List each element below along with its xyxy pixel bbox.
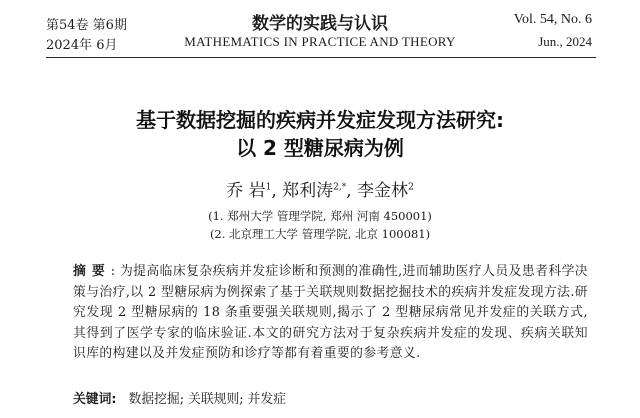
keywords xyxy=(73,388,286,407)
author-separator: , xyxy=(271,181,283,201)
date-cn: 2024年 6月 xyxy=(46,38,118,53)
volume-issue-cn: 第54卷 第6期 xyxy=(46,18,127,33)
journal-title-cn: 数学的实践与认识 xyxy=(252,14,388,34)
author-affiliation-mark: 2 xyxy=(408,182,414,193)
author-name: 郑利涛 xyxy=(282,181,334,201)
author-affiliation-mark: 1 xyxy=(265,182,272,193)
journal-header xyxy=(0,0,640,56)
abstract-separator: : xyxy=(110,264,120,279)
author-name: 李金林 xyxy=(357,181,409,201)
abstract-label: 摘要 xyxy=(73,264,111,279)
keywords-label: 关键词: xyxy=(73,392,117,407)
header-rule xyxy=(46,57,596,58)
volume-issue-en: Vol. 54, No. 6 xyxy=(513,12,592,27)
author-name: 乔 岩 xyxy=(226,181,266,201)
author-separator: , xyxy=(346,181,358,201)
affiliation-2: (2. 北京理工大学 管理学院, 北京 100081) xyxy=(209,227,431,241)
author-list xyxy=(0,176,640,201)
paper-title-line-2: 以 2 型糖尿病为例 xyxy=(236,136,404,160)
abstract-text: 为提高临床复杂疾病并发症诊断和预测的准确性,进而辅助医疗人员及患者科学决策与治疗,以 2 型糖尿病为例探索了基于关联规则数据挖掘技术的疾病并发症发现方法.研究发现 2 型糖尿病的 18 条重要强关联规则,揭示了 2 型糖尿病常见并发症的关联方式,其得到了医学专家的临床验证.本文的研究方法对于复杂疾病并发症的发现、疾病关联知识库的构建以及并发症预防和诊疗等都有着重要的参考意义. xyxy=(73,264,589,361)
journal-title-en: MATHEMATICS IN PRACTICE AND THEORY xyxy=(184,34,456,49)
abstract xyxy=(73,262,588,365)
affiliation-1: (1. 郑州大学 管理学院, 郑州 河南 450001) xyxy=(208,209,432,223)
paper-title-line-1: 基于数据挖掘的疾病并发症发现方法研究: xyxy=(136,108,504,132)
keywords-text: 数据挖掘; 关联规则; 并发症 xyxy=(128,392,287,407)
date-en: Jun., 2024 xyxy=(538,34,592,49)
author-affiliation-mark: 2,* xyxy=(333,182,347,193)
